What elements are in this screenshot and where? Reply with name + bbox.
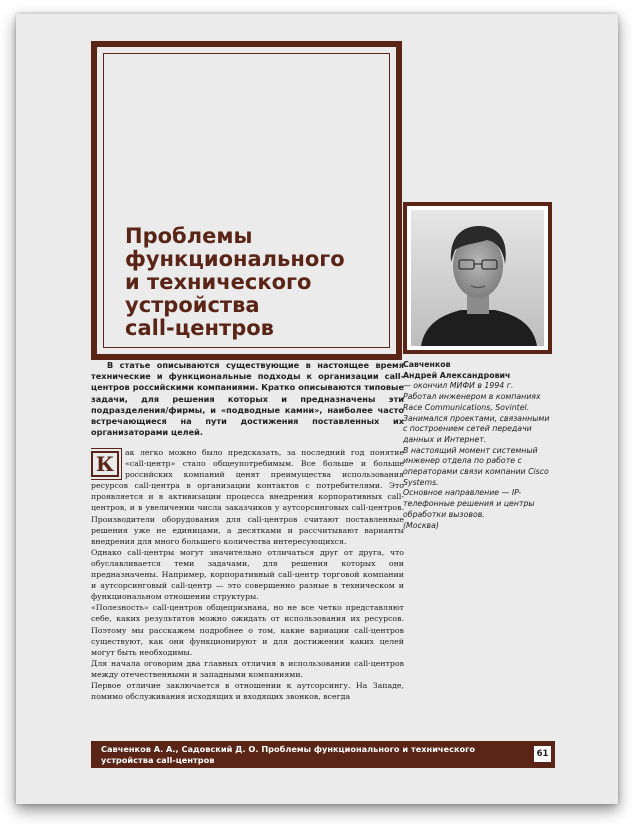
author-surname: Савченков bbox=[403, 360, 451, 369]
title-line: Проблемы bbox=[125, 224, 253, 248]
body-paragraph: ак легко можно было предсказать, за последний год понятие «call-центр» стало общеупотребимым. Все больше и больше российских компаний ценят преимущества использования ресурсов call-центра в организации контактов с потребителями. Это проявляется и в активизации процесса внедрения корпоративных call-центров, и в увеличении числа заказчиков у аутсорсинговых call-центров. Производители оборудования для call-центров считают поставленные решения уже не единицами, а десятками и рассчитывают варианты внедрения для много большего количества интересующихся. bbox=[91, 448, 404, 546]
author-info bbox=[403, 360, 553, 531]
footer-bar bbox=[91, 741, 555, 768]
article-title bbox=[125, 225, 345, 340]
footer-citation: Савченков А. А., Садовский Д. О. Проблемы функционального и технического устройства call-центров bbox=[101, 744, 476, 765]
article-body bbox=[91, 447, 404, 735]
body-paragraph: Однако call-центры могут значительно отличаться друг от друга, что обуславливается теми задачами, для решения которых они предназначены. Например, корпоративный call-центр торговой компании и аутсорсинговый call-центр — это совершенно разные в техническом и функциональном отношении структуры. bbox=[91, 547, 404, 602]
article-lead: В статье описываются существующие в настоящее время технические и функциональные подходы к организации call-центров российскими компаниями. Кратко описываются типовые задачи, для решения которых и предназначены эти подразделения/фирмы, и «подводные камни», наиболее часто встречающиеся на пути достижения поставленных их организаторами целей. bbox=[91, 360, 404, 438]
title-line: и технического bbox=[125, 270, 312, 294]
author-bio: — окончил МИФИ в 1994 г. Работал инженером в компаниях Race Communications, Sovintel. Занимался проектами, связанными с построением сетей передачи данных и Интернет. В настоящий момент системный инженер отдела по работе с операторами связи компании Cisco Systems. Основное направление — IP-телефонные решения и центры обработки вызовов. (Москва) bbox=[403, 381, 550, 530]
magazine-page bbox=[16, 14, 618, 804]
title-line: call-центров bbox=[125, 316, 274, 340]
author-given-names: Андрей Александрович bbox=[403, 370, 511, 380]
title-line: функционального bbox=[125, 247, 345, 271]
body-paragraph: Для начала оговорим два главных отличия в использовании call-центров между отечественными и западными компаниями. bbox=[91, 658, 404, 679]
body-paragraph: Первое отличие заключается в отношении к аутсорсингу. На Западе, помимо обслуживания исходящих и входящих звонков, всегда bbox=[91, 680, 404, 702]
author-photo-frame bbox=[403, 202, 552, 354]
body-paragraph: «Полезность» call-центров общепризнана, но не все четко представляют себе, каких результатов можно ожидать от использования их ресурсов. Поэтому мы расскажем подробнее о том, какие вариации call-центров существуют, как они функционируют и для достижения каких целей могут быть необходимы. bbox=[91, 603, 404, 657]
title-frame bbox=[91, 41, 402, 360]
drop-cap: К bbox=[91, 451, 119, 477]
title-line: устройства bbox=[125, 293, 260, 317]
page-number: 61 bbox=[533, 745, 552, 763]
portrait-image bbox=[411, 210, 544, 346]
author-photo bbox=[411, 210, 544, 346]
